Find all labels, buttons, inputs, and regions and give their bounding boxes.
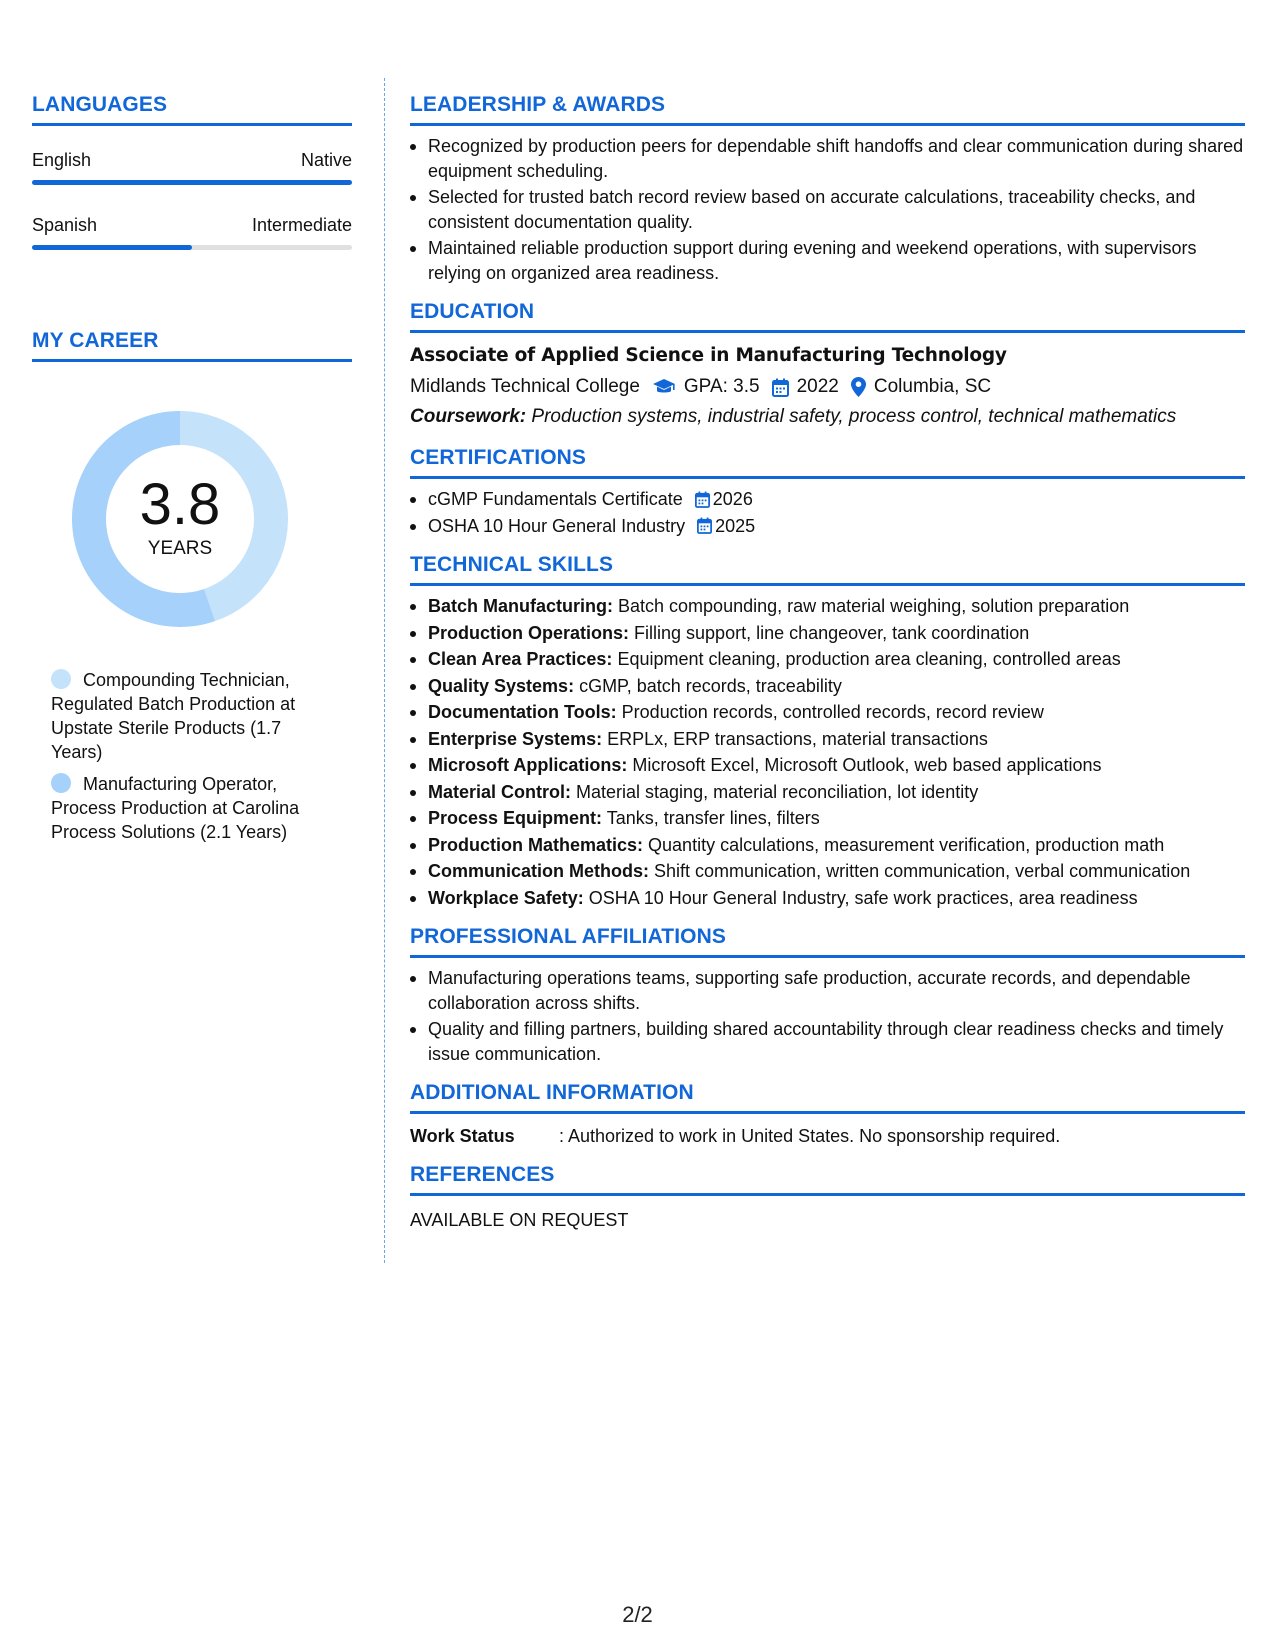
career-donut-chart — [65, 404, 295, 634]
list-item — [410, 806, 1245, 831]
education-section — [410, 299, 1245, 431]
leadership-list — [410, 134, 1245, 285]
skill-value: Microsoft Excel, Microsoft Outlook, web based applications — [627, 755, 1102, 775]
skill-value: Quantity calculations, measurement verification, production math — [643, 834, 1165, 855]
skill-label: Process Equipment: — [428, 808, 603, 828]
skills-section — [410, 552, 1245, 910]
language-proficiency-fill — [32, 245, 192, 250]
skill-value: Batch compounding, raw material weighing, solution preparation — [613, 596, 1130, 616]
coursework-text: Production systems, industrial safety, process control, technical mathematics — [526, 406, 1177, 427]
education-degree: Associate of Applied Science in Manufacturing Technology — [410, 345, 1007, 366]
leadership-section — [410, 92, 1245, 285]
column-divider — [384, 78, 385, 1263]
list-item: Maintained reliable production support during evening and weekend operations, with supervisors relying on organized area readiness. — [410, 236, 1245, 285]
skill-label: Clean Area Practices: — [428, 649, 613, 669]
career-role-label: Manufacturing Operator, Process Production at Carolina Process Solutions (2.1 Years) — [51, 774, 300, 842]
skill-label: Material Control: — [428, 781, 572, 802]
education-title: EDUCATION — [410, 299, 1245, 333]
left-column — [32, 92, 352, 852]
affiliations-section — [410, 924, 1245, 1066]
legend-dot — [51, 669, 71, 689]
career-total-unit: YEARS — [147, 538, 213, 559]
languages-title: LANGUAGES — [32, 92, 352, 126]
education-coursework — [410, 403, 1245, 431]
list-item — [410, 594, 1245, 619]
list-item — [410, 514, 1245, 539]
career-section — [32, 328, 352, 844]
references-title: REFERENCES — [410, 1162, 1245, 1196]
affiliations-list — [410, 966, 1245, 1066]
list-item: Manufacturing operations teams, supporting safe production, accurate records, and dependable collaboration across shifts. — [410, 966, 1245, 1015]
list-item — [410, 487, 1245, 512]
skill-label: Production Operations: — [428, 622, 630, 643]
right-column — [410, 92, 1245, 1246]
language-level: Intermediate — [251, 215, 352, 235]
education-details — [410, 373, 1245, 401]
page-number: 2/2 — [622, 1602, 653, 1627]
skill-value: Filling support, line changeover, tank coordination — [629, 622, 1030, 643]
career-role-label: Compounding Technician, Regulated Batch Production at Upstate Sterile Products (1.7 Years) — [51, 670, 296, 762]
calendar-icon — [697, 517, 712, 534]
skill-label: Batch Manufacturing: — [428, 596, 614, 616]
list-item: Recognized by production peers for dependable shift handoffs and clear communication during shared equipment scheduling. — [410, 134, 1245, 183]
skill-value: ERPLx, ERP transactions, material transactions — [602, 728, 988, 749]
skill-label: Enterprise Systems: — [428, 728, 603, 749]
language-name: Spanish — [32, 215, 98, 235]
graduation-cap-icon — [652, 378, 676, 396]
certification-name: cGMP Fundamentals Certificate — [428, 489, 683, 509]
references-section — [410, 1162, 1245, 1232]
list-item — [410, 700, 1245, 725]
education-year: 2022 — [796, 376, 839, 397]
skills-list — [410, 594, 1245, 910]
skill-label: Production Mathematics: — [428, 834, 644, 855]
education-location: Columbia, SC — [873, 376, 992, 397]
info-key: Work Status — [410, 1126, 515, 1146]
skills-title: TECHNICAL SKILLS — [410, 552, 1245, 586]
certification-year: 2026 — [712, 489, 753, 509]
calendar-icon — [695, 491, 710, 508]
skill-label: Documentation Tools: — [428, 702, 617, 722]
list-item — [410, 674, 1245, 699]
career-legend — [32, 668, 352, 844]
skill-value: Material staging, material reconciliation, lot identity — [571, 781, 979, 802]
certification-year: 2025 — [715, 515, 756, 536]
languages-section — [32, 92, 352, 250]
list-item — [410, 780, 1245, 805]
calendar-icon — [772, 378, 789, 397]
leadership-title: LEADERSHIP & AWARDS — [410, 92, 1245, 126]
skill-label: Quality Systems: — [428, 675, 575, 696]
affiliations-title: PROFESSIONAL AFFILIATIONS — [410, 924, 1245, 958]
list-item: Quality and filling partners, building shared accountability through clear readiness checks and timely issue communication. — [410, 1017, 1245, 1066]
skill-value: Equipment cleaning, production area cleaning, controlled areas — [612, 649, 1121, 669]
list-item — [410, 647, 1245, 672]
references-text: AVAILABLE ON REQUEST — [410, 1210, 629, 1230]
skill-value: Tanks, transfer lines, filters — [602, 808, 820, 828]
education-school: Midlands Technical College — [410, 376, 640, 397]
career-legend-item — [51, 668, 321, 764]
info-value: : Authorized to work in United States. No sponsorship required. — [559, 1126, 1061, 1146]
additional-info-title: ADDITIONAL INFORMATION — [410, 1080, 1245, 1114]
list-item — [410, 621, 1245, 646]
career-title: MY CAREER — [32, 328, 352, 362]
language-name: English — [32, 150, 92, 170]
skill-value: Shift communication, written communication, verbal communication — [649, 861, 1191, 881]
career-legend-item — [51, 772, 321, 844]
skill-label: Workplace Safety: — [428, 887, 584, 908]
location-pin-icon — [851, 377, 866, 397]
certifications-section — [410, 445, 1245, 538]
skill-label: Microsoft Applications: — [428, 755, 628, 775]
skill-value: OSHA 10 Hour General Industry, safe work practices, area readiness — [583, 887, 1138, 908]
certifications-title: CERTIFICATIONS — [410, 445, 1245, 479]
list-item — [410, 886, 1245, 911]
language-proficiency-bar — [32, 245, 352, 250]
education-gpa: GPA: 3.5 — [683, 376, 760, 397]
legend-dot — [51, 773, 71, 793]
skill-value: cGMP, batch records, traceability — [574, 675, 842, 696]
list-item — [410, 727, 1245, 752]
career-total-value: 3.8 — [139, 472, 221, 537]
skill-label: Communication Methods: — [428, 861, 649, 881]
language-proficiency-bar — [32, 180, 352, 185]
list-item — [410, 859, 1245, 884]
skill-value: Production records, controlled records, record review — [616, 702, 1044, 722]
list-item: Selected for trusted batch record review based on accurate calculations, traceability checks, and consistent documentation quality. — [410, 185, 1245, 234]
list-item — [410, 753, 1245, 778]
language-level: Native — [300, 150, 352, 170]
language-proficiency-fill — [32, 180, 352, 185]
info-row — [410, 1124, 1245, 1148]
list-item — [410, 833, 1245, 858]
language-row — [32, 150, 352, 170]
career-total — [65, 474, 295, 560]
language-row — [32, 215, 352, 235]
coursework-label: Coursework: — [410, 406, 527, 427]
certifications-list — [410, 487, 1245, 538]
certification-name: OSHA 10 Hour General Industry — [428, 515, 686, 536]
additional-info-section — [410, 1080, 1245, 1148]
